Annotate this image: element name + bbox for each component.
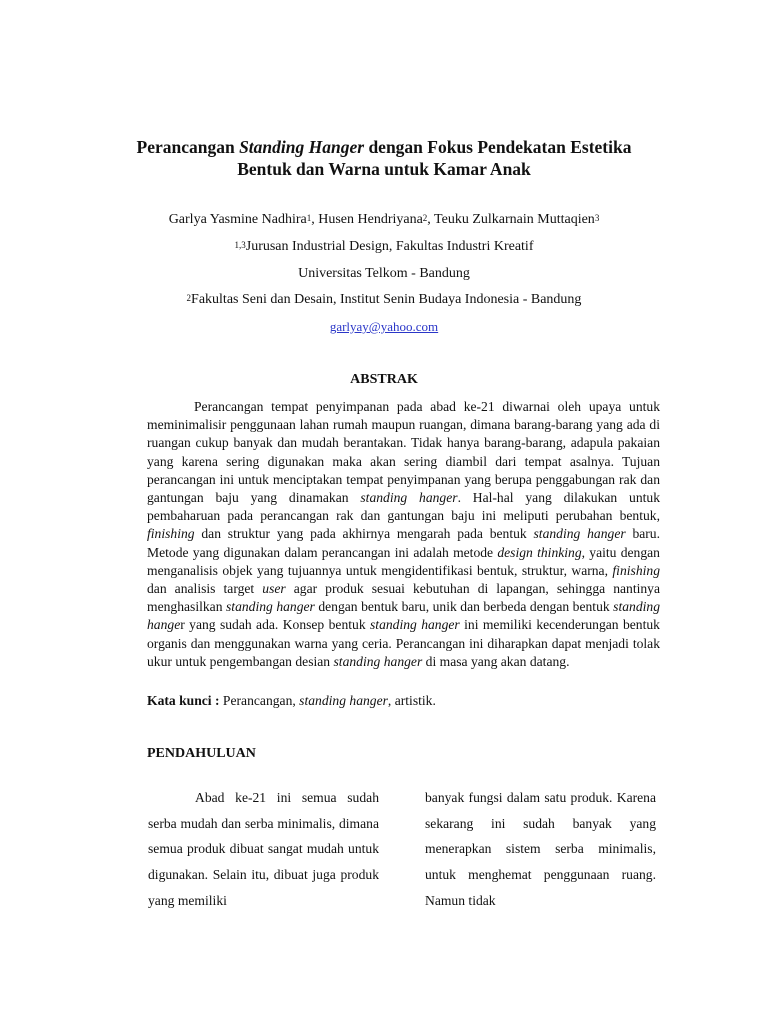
author-name: , Husen Hendriyana [311,212,423,227]
title-line-2: Bentuk dan Warna untuk Kamar Anak [237,159,531,179]
title-line-1 [100,136,668,158]
title-text: Perancangan [136,137,240,157]
keyword: Perancangan, [222,693,300,708]
email-line [100,318,668,337]
affiliation-text: Jurusan Industrial Design, Fakultas Industri Kreatif [245,239,534,254]
email-link[interactable]: garlyay@yahoo.com [329,319,439,334]
keywords-line [147,692,660,710]
keyword: standing hanger [299,693,388,708]
affiliation-2 [100,291,668,309]
affiliation-text: Fakultas Seni dan Desain, Institut Senin Budaya Indonesia - Bandung [191,292,582,307]
author-name: , Teuku Zulkarnain Muttaqien [427,212,595,227]
university: Universitas Telkom - Bandung [298,266,470,281]
section-heading: PENDAHULUAN [147,746,256,761]
affiliation-superscript: 1,3 [234,240,246,250]
author-superscript: 1 [306,213,312,223]
author-superscript: 2 [422,213,428,223]
affiliation-1 [100,238,668,256]
author-superscript: 3 [594,213,600,223]
author-list [100,211,668,229]
body-paragraph: banyak fungsi dalam satu produk. Karena sekarang ini sudah banyak yang menerapkan sistem serba minimalis, untuk menghemat penggunaan ruang. Namun tidak [425,790,656,908]
column-left [148,785,379,914]
abstract-paragraph: Perancangan tempat penyimpanan pada abad ke-21 diwarnai oleh upaya untuk meminimalisir penggunaan lahan rumah maupun ruangan, dimana barang-barang yang ada di ruangan cukup banyak dan mudah berantakan. Tidak hanya barang-barang, adapula pakaian yang karena sering digunakan maka akan sering diambil dari tempat asalnya. Tujuan perancangan ini untuk menciptakan tempat penyimpanan yang berupa penggabungan rak dan gantungan baju yang dinamakan standing hanger. Hal-hal yang dilakukan untuk pembaharuan pada perancangan rak dan gantungan baju ini meliputi perubahan bentuk, finishing dan struktur yang pada akhirnya mengarah pada bentuk standing hanger baru. Metode yang digunakan dalam perancangan ini adalah metode design thinking, yaitu dengan menganalisis objek yang tujuannya untuk mengidentifikasi bentuk, struktur, warna, finishing dan analisis target user agar produk sesuai kebutuhan di lapangan, sehingga nantinya menghasilkan standing hanger dengan bentuk baru, unik dan berbeda dengan bentuk standing hanger yang sudah ada. Konsep bentuk standing hanger ini memiliki kecenderungan bentuk organis dan menggunakan warna yang ceria. Perancangan ini diharapkan dapat menjadi tolak ukur untuk pengembangan desian standing hanger di masa yang akan datang. [147,399,661,669]
author-name: Garlya Yasmine Nadhira [168,212,307,227]
title-italic-term: Standing Hanger [239,137,365,157]
keyword: , artistik. [387,693,436,708]
column-right [425,785,656,914]
keywords-label: Kata kunci : [147,693,223,708]
abstract-body [147,398,660,671]
affiliation-superscript: 2 [186,293,192,303]
body-paragraph: Abad ke-21 ini semua sudah serba mudah dan serba minimalis, dimana semua produk dibuat sangat mudah untuk digunakan. Selain itu, dibuat juga produk yang memiliki [148,790,379,908]
paper-title [100,136,668,180]
abstract-heading: ABSTRAK [350,372,418,387]
title-text: dengan Fokus Pendekatan Estetika [364,137,632,157]
